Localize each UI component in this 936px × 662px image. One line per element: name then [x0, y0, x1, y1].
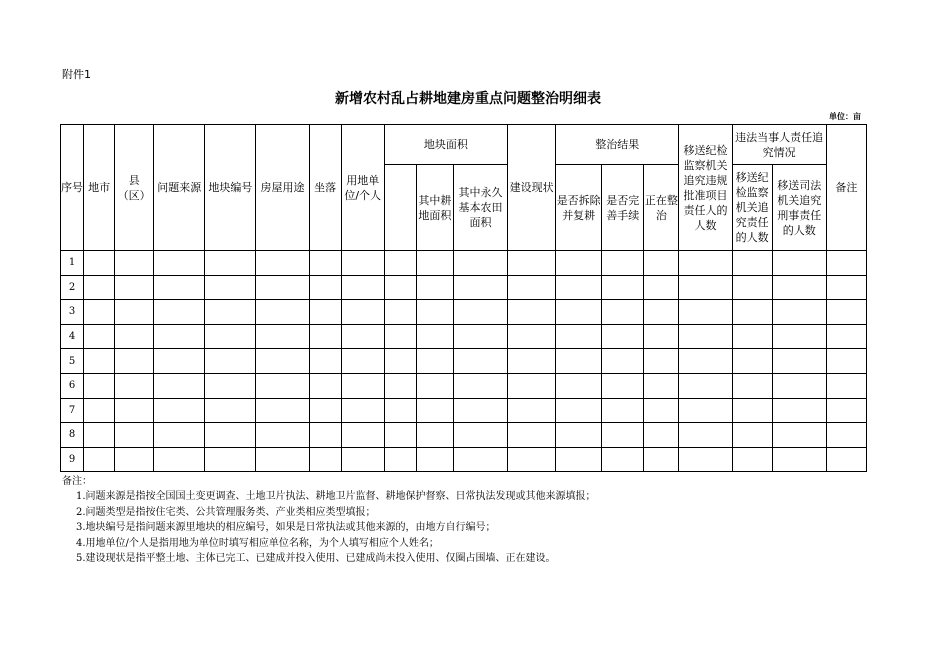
- table-cell: [256, 447, 309, 472]
- table-cell: [154, 373, 205, 398]
- detail-table: [60, 124, 867, 472]
- table-cell: [416, 398, 453, 423]
- table-cell: [384, 447, 416, 472]
- note-item: 3.地块编号是指问题来源里地块的相应编号，如果是日常执法或其他来源的，由地方自行编号；: [76, 522, 496, 534]
- table-cell: [772, 349, 826, 374]
- table-cell: [309, 300, 341, 325]
- table-cell: [84, 300, 115, 325]
- table-cell: [508, 275, 556, 300]
- table-cell: [309, 324, 341, 349]
- table-cell: [205, 398, 256, 423]
- table-row: [61, 447, 867, 472]
- header-area-group: 地块面积: [384, 125, 507, 165]
- table-cell: [732, 324, 772, 349]
- table-cell: [826, 373, 866, 398]
- table-cell: [115, 373, 154, 398]
- table-cell: [679, 300, 732, 325]
- table-cell: [679, 398, 732, 423]
- table-cell: [602, 447, 644, 472]
- header-location: 坐落: [309, 125, 341, 251]
- table-row: [61, 398, 867, 423]
- table-cell: [341, 324, 384, 349]
- table-cell: [256, 373, 309, 398]
- table-cell: [602, 373, 644, 398]
- table-cell: [309, 373, 341, 398]
- table-cell: [115, 251, 154, 276]
- table-cell: [115, 398, 154, 423]
- table-cell: [154, 300, 205, 325]
- row-seq: 1: [61, 251, 84, 276]
- table-cell: [772, 447, 826, 472]
- table-cell: [732, 349, 772, 374]
- table-cell: [416, 300, 453, 325]
- table-cell: [384, 251, 416, 276]
- header-source: 问题来源: [154, 125, 205, 251]
- notes-heading: 备注：: [62, 476, 92, 487]
- table-cell: [772, 251, 826, 276]
- header-area-blank: [384, 165, 416, 251]
- table-cell: [115, 349, 154, 374]
- table-row: [61, 275, 867, 300]
- table-cell: [84, 373, 115, 398]
- table-cell: [154, 251, 205, 276]
- table-cell: [115, 275, 154, 300]
- table-row: [61, 324, 867, 349]
- row-seq: 9: [61, 447, 84, 472]
- table-cell: [732, 251, 772, 276]
- table-cell: [309, 423, 341, 448]
- table-cell: [384, 275, 416, 300]
- header-violator-judicial: 移送司法机关追究刑事责任的人数: [772, 165, 826, 251]
- table-cell: [679, 251, 732, 276]
- table-cell: [772, 275, 826, 300]
- table-cell: [416, 251, 453, 276]
- table-cell: [826, 275, 866, 300]
- table-cell: [508, 324, 556, 349]
- table-cell: [416, 373, 453, 398]
- table-cell: [826, 447, 866, 472]
- table-cell: [84, 398, 115, 423]
- table-cell: [416, 275, 453, 300]
- table-cell: [115, 300, 154, 325]
- table-cell: [508, 398, 556, 423]
- table-cell: [644, 447, 679, 472]
- table-cell: [644, 349, 679, 374]
- table-cell: [416, 324, 453, 349]
- table-cell: [84, 275, 115, 300]
- table-row: [61, 373, 867, 398]
- header-result-demolish: 是否拆除并复耕: [556, 165, 602, 251]
- table-cell: [416, 423, 453, 448]
- table-cell: [205, 373, 256, 398]
- table-cell: [679, 275, 732, 300]
- table-cell: [154, 275, 205, 300]
- table-cell: [256, 275, 309, 300]
- header-plot-no: 地块编号: [205, 125, 256, 251]
- table-cell: [384, 300, 416, 325]
- header-discipline-approval: 移送纪检监察机关追究违规批准项目责任人的人数: [679, 125, 732, 251]
- table-cell: [826, 349, 866, 374]
- page-title: 新增农村乱占耕地建房重点问题整治明细表: [335, 91, 601, 107]
- table-cell: [556, 398, 602, 423]
- header-status: 建设现状: [508, 125, 556, 251]
- table-cell: [679, 423, 732, 448]
- table-cell: [205, 275, 256, 300]
- table-cell: [341, 398, 384, 423]
- table-cell: [384, 373, 416, 398]
- table-cell: [341, 275, 384, 300]
- table-cell: [341, 423, 384, 448]
- table-cell: [508, 423, 556, 448]
- table-cell: [84, 447, 115, 472]
- table-cell: [644, 373, 679, 398]
- table-cell: [679, 349, 732, 374]
- table-cell: [453, 423, 507, 448]
- table-cell: [508, 349, 556, 374]
- header-seq: 序号: [61, 125, 84, 251]
- note-item: 4.用地单位/个人是指用地为单位时填写相应单位名称，为个人填写相应个人姓名；: [76, 537, 439, 549]
- table-cell: [84, 349, 115, 374]
- header-remark: 备注: [826, 125, 866, 251]
- table-cell: [732, 398, 772, 423]
- table-cell: [84, 251, 115, 276]
- table-row: [61, 349, 867, 374]
- table-cell: [826, 398, 866, 423]
- table-cell: [826, 251, 866, 276]
- header-area-farmland: 其中耕地面积: [416, 165, 453, 251]
- table-cell: [384, 398, 416, 423]
- table-cell: [772, 324, 826, 349]
- table-cell: [732, 275, 772, 300]
- table-cell: [679, 373, 732, 398]
- note-item: 2.问题类型是指按住宅类、公共管理服务类、产业类相应类型填报；: [76, 506, 376, 518]
- table-cell: [644, 251, 679, 276]
- row-seq: 8: [61, 423, 84, 448]
- table-row: [61, 423, 867, 448]
- header-violator-discipline: 移送纪检监察机关追究责任的人数: [732, 165, 772, 251]
- table-cell: [556, 324, 602, 349]
- table-cell: [453, 349, 507, 374]
- table-cell: [556, 349, 602, 374]
- table-cell: [602, 300, 644, 325]
- table-cell: [772, 373, 826, 398]
- table-cell: [416, 349, 453, 374]
- table-cell: [205, 349, 256, 374]
- row-seq: 2: [61, 275, 84, 300]
- table-cell: [602, 349, 644, 374]
- table-cell: [154, 423, 205, 448]
- table-cell: [732, 300, 772, 325]
- table-cell: [556, 447, 602, 472]
- table-cell: [154, 349, 205, 374]
- table-cell: [205, 447, 256, 472]
- row-seq: 7: [61, 398, 84, 423]
- table-cell: [205, 251, 256, 276]
- table-cell: [732, 447, 772, 472]
- table-cell: [826, 423, 866, 448]
- table-cell: [115, 423, 154, 448]
- table-cell: [256, 423, 309, 448]
- table-cell: [205, 324, 256, 349]
- table-cell: [602, 423, 644, 448]
- table-cell: [384, 423, 416, 448]
- table-cell: [115, 447, 154, 472]
- table-cell: [644, 398, 679, 423]
- table-cell: [154, 398, 205, 423]
- table-cell: [453, 300, 507, 325]
- table-cell: [341, 300, 384, 325]
- table-cell: [309, 349, 341, 374]
- table-cell: [84, 423, 115, 448]
- note-item: 1.问题来源是指按全国国土变更调查、土地卫片执法、耕地卫片监督、耕地保护督察、日常执法发现或其他来源填报；: [76, 491, 596, 503]
- table-cell: [154, 447, 205, 472]
- header-usage: 房屋用途: [256, 125, 309, 251]
- table-cell: [556, 275, 602, 300]
- table-cell: [679, 324, 732, 349]
- attachment-label: 附件1: [62, 68, 91, 81]
- header-county: 县（区）: [115, 125, 154, 251]
- notes-section: [62, 474, 596, 566]
- table-cell: [732, 373, 772, 398]
- table-cell: [508, 251, 556, 276]
- table-cell: [732, 423, 772, 448]
- table-cell: [341, 349, 384, 374]
- table-cell: [826, 300, 866, 325]
- table-cell: [384, 324, 416, 349]
- row-seq: 3: [61, 300, 84, 325]
- table-cell: [772, 300, 826, 325]
- table-cell: [679, 447, 732, 472]
- row-seq: 6: [61, 373, 84, 398]
- table-row: [61, 300, 867, 325]
- table-cell: [309, 275, 341, 300]
- table-cell: [309, 398, 341, 423]
- table-cell: [453, 324, 507, 349]
- table-cell: [772, 423, 826, 448]
- note-item: 5.建设现状是指平整土地、主体已完工、已建成并投入使用、已建成尚未投入使用、仅圈占围墙、正在建设。: [76, 553, 556, 565]
- header-violator-group: 违法当事人责任追究情况: [732, 125, 826, 165]
- table-cell: [256, 251, 309, 276]
- table-cell: [453, 447, 507, 472]
- table-cell: [602, 251, 644, 276]
- table-cell: [309, 447, 341, 472]
- table-cell: [341, 373, 384, 398]
- table-cell: [256, 300, 309, 325]
- table-cell: [154, 324, 205, 349]
- table-cell: [256, 398, 309, 423]
- table-cell: [556, 251, 602, 276]
- table-cell: [772, 398, 826, 423]
- table-cell: [416, 447, 453, 472]
- table-cell: [602, 398, 644, 423]
- table-cell: [556, 300, 602, 325]
- table-cell: [309, 251, 341, 276]
- table-cell: [453, 398, 507, 423]
- row-seq: 5: [61, 349, 84, 374]
- table-cell: [453, 251, 507, 276]
- table-cell: [644, 324, 679, 349]
- table-cell: [205, 423, 256, 448]
- table-cell: [556, 373, 602, 398]
- table-cell: [602, 324, 644, 349]
- table-cell: [384, 349, 416, 374]
- table-row: [61, 251, 867, 276]
- table-cell: [508, 373, 556, 398]
- table-cell: [556, 423, 602, 448]
- table-cell: [341, 251, 384, 276]
- header-result-group: 整治结果: [556, 125, 679, 165]
- table-cell: [826, 324, 866, 349]
- header-area-basic: 其中永久基本农田面积: [453, 165, 507, 251]
- table-cell: [256, 324, 309, 349]
- table-cell: [644, 300, 679, 325]
- table-cell: [644, 275, 679, 300]
- row-seq: 4: [61, 324, 84, 349]
- table-cell: [453, 373, 507, 398]
- table-cell: [341, 447, 384, 472]
- header-land-user: 用地单位/个人: [341, 125, 384, 251]
- table-cell: [644, 423, 679, 448]
- table-cell: [205, 300, 256, 325]
- header-result-procedure: 是否完善手续: [602, 165, 644, 251]
- table-cell: [602, 275, 644, 300]
- table-cell: [508, 300, 556, 325]
- table-cell: [84, 324, 115, 349]
- table-cell: [453, 275, 507, 300]
- header-city: 地市: [84, 125, 115, 251]
- table-cell: [508, 447, 556, 472]
- header-result-ongoing: 正在整治: [644, 165, 679, 251]
- table-cell: [256, 349, 309, 374]
- unit-label: 单位：亩: [829, 112, 861, 121]
- table-cell: [115, 324, 154, 349]
